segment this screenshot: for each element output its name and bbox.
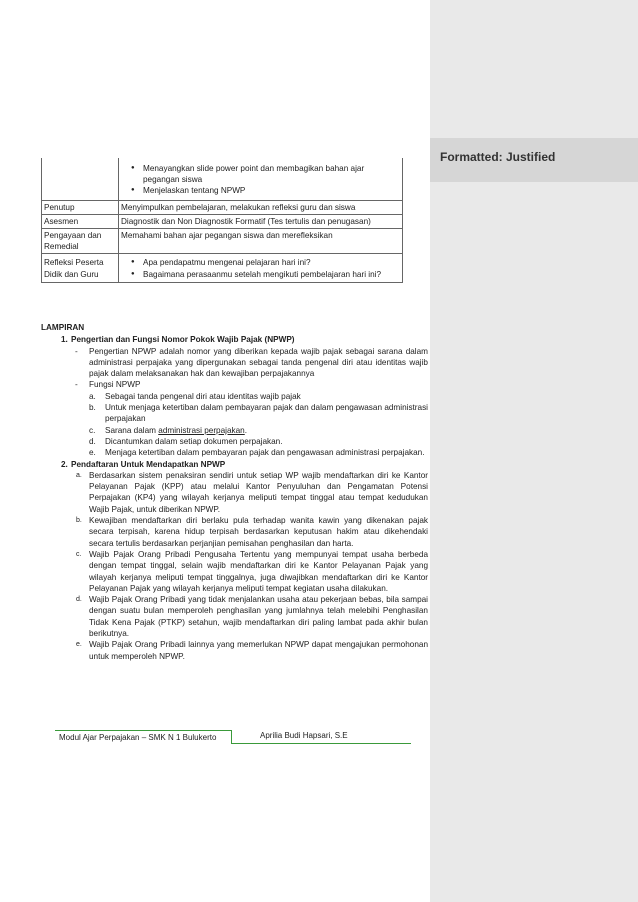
list-item: ● Apa pendapatmu mengenai pelajaran hari ini? [133,257,400,268]
page-footer [55,730,411,744]
footer-author: Aprilia Budi Hapsari, S.E [232,730,411,744]
footer-module-title: Modul Ajar Perpajakan – SMK N 1 Bulukerto [55,730,232,744]
list-item: ● Menjelaskan tentang NPWP [133,185,400,196]
table-cell-content: Memahami bahan ajar pegangan siswa dan merefleksikan [119,229,403,254]
table-cell-label: Pengayaan dan Remedial [42,229,119,254]
activity-table [41,158,403,283]
table-cell-content: Diagnostik dan Non Diagnostik Formatif (Tes tertulis dan penugasan) [119,214,403,228]
section-heading [41,459,428,470]
list-item: b. Untuk menjaga ketertiban dalam pembayaran pajak dan dalam pengawasan administrasi perpajakan [89,403,428,424]
table-cell-label: Penutup [42,200,119,214]
table-row [42,158,403,200]
list-item-text: Pengertian NPWP adalah nomor yang diberikan kepada wajib pajak sebagai sarana dalam administrasi perpajaka yang dipergunakan sebagai tanda pengenal diri atau identitas wajib pajak dalam melaksanakan hak dan kewajiban perpajakannya [89,346,428,379]
registration-list [41,470,428,662]
table-cell-content: Menyimpulkan pembelajaran, melakukan refleksi guru dan siswa [119,200,403,214]
table-cell-content [119,158,403,200]
underlined-text: administrasi perpajakan [158,425,245,435]
list-item: - Fungsi NPWP [75,380,141,390]
lampiran-section [41,322,428,662]
table-row [42,229,403,254]
list-item: d. Wajib Pajak Orang Pribadi yang tidak menjalankan usaha atau pekerjaan bebas, bila sampai dengan suatu bulan memperoleh penghasilan yang jumlahnya telah melebihi Penghasilan Tidak Kena Pajak (PTKP) setahun, wajib mendaftarkan diri paling lambat pada akhir bulan berikutnya. [76,595,428,639]
list-item: ● Bagaimana perasaanmu setelah mengikuti pembelajaran hari ini? [133,269,400,280]
list-item: ● Menayangkan slide power point dan membagikan bahan ajar pegangan siswa [133,163,400,185]
list-item: d. Dicantumkan dalam setiap dokumen perpajakan. [89,436,283,446]
table-cell-label: Asesmen [42,214,119,228]
format-balloon-text: Formatted: Justified [440,150,556,164]
list-item: - Pengertian NPWP adalah nomor yang diberikan kepada wajib pajak sebagai sarana dalam administrasi perpajaka yang dipergunakan sebagai tanda pengenal diri atau identitas wajib pajak dalam melaksanakan hak dan kewajiban perpajakannya [75,346,428,379]
section-title: Pendaftaran Untuk Mendapatkan NPWP [71,459,226,469]
dash-list [41,346,428,391]
function-list [41,391,428,459]
bullet-list [121,163,400,197]
table-cell-label [42,158,119,200]
list-item: b. Kewajiban mendaftarkan diri berlaku pula terhadap wanita kawin yang dikenakan pajak secara terpisah, karena hidup terpisah berdasarkan keputusan hakim atau dikehendaki secara tertulis berdasarkan perjanjian pemisahan penghasilan dan harta. [76,516,428,548]
list-item: a. Sebagai tanda pengenal diri atau identitas wajib pajak [89,391,301,401]
comment-pane [430,0,638,902]
list-item: e. Menjaga ketertiban dalam pembayaran pajak dan pengawasan administrasi perpajakan. [89,448,425,458]
table-row [42,200,403,214]
lampiran-title: LAMPIRAN [41,323,85,332]
section-heading [41,334,428,345]
section-number: 1. [61,335,68,345]
list-item-text: Fungsi NPWP [89,380,141,390]
table-row [42,214,403,228]
bullet-list [121,257,400,279]
table-cell-label: Refleksi Peserta Didik dan Guru [42,254,119,282]
list-item: a. Berdasarkan sistem penaksiran sendiri untuk setiap WP wajib mendaftarkan diri ke Kantor Pelayanan Pajak (KPP) atau melalui Kantor Penyuluhan dan Pengamatan Potensi Perpajakan (KP4) yang wilayah kerjanya meliputi tempat tinggal atau tempat kedudukan Wajib Pajak, untuk diberikan NPWP. [76,470,428,514]
section-title: Pengertian dan Fungsi Nomor Pokok Wajib Pajak (NPWP) [71,335,295,345]
format-balloon[interactable] [430,138,638,182]
table-row [42,254,403,282]
list-item: c. Sarana dalam administrasi perpajakan. [89,425,248,435]
table-cell-content [119,254,403,282]
list-item: e. Wajib Pajak Orang Pribadi lainnya yang memerlukan NPWP dapat mengajukan permohonan untuk memperoleh NPWP. [76,640,428,661]
section-number: 2. [61,459,68,469]
list-item: c. Wajib Pajak Orang Pribadi Pengusaha Tertentu yang mempunyai tempat usaha berbeda dengan tempat tinggal, selain wajib mendaftarkan diri ke Kantor Pelayanan Pajak yang wilayah kerjanya meliputi tempat tinggalnya, juga diwajibkan mendaftarkan diri ke Kantor Pelayanan Pajak yang wilayah kerjanya meliputi tempat kegiatan usaha dilakukan. [76,549,428,593]
